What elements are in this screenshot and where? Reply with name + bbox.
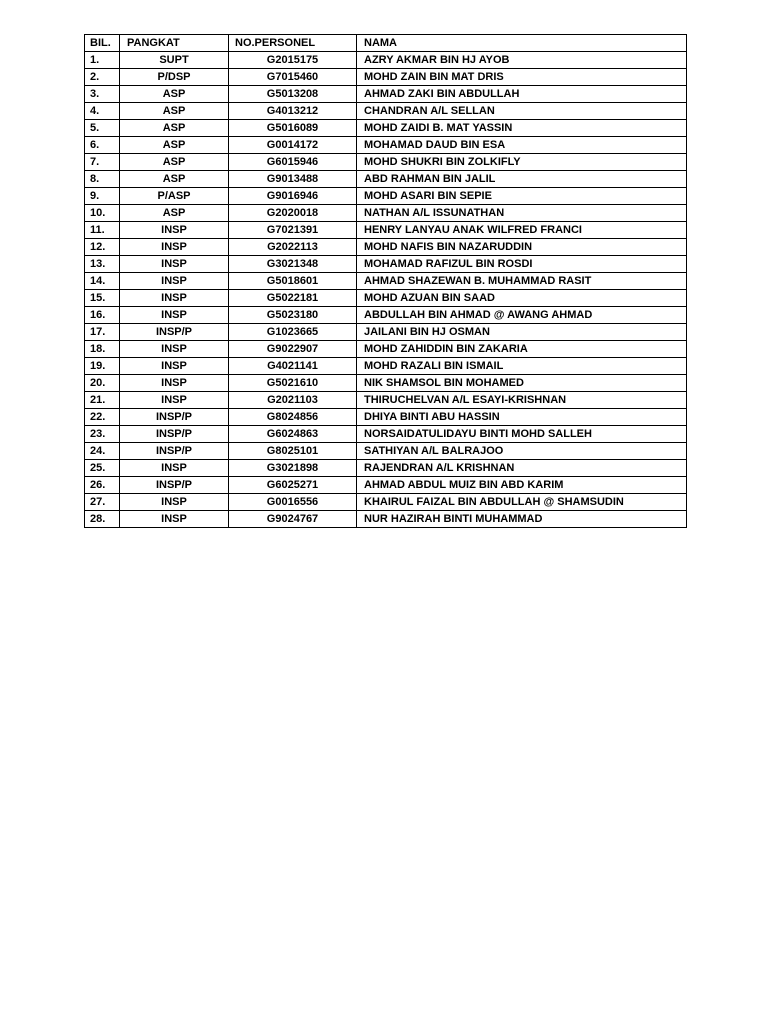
header-bil: BIL.	[85, 35, 120, 52]
cell-nama: MOHD RAZALI BIN ISMAIL	[357, 358, 687, 375]
cell-bil: 19.	[85, 358, 120, 375]
cell-pangkat: ASP	[120, 171, 229, 188]
cell-no-personel: G4013212	[229, 103, 357, 120]
cell-nama: JAILANI BIN HJ OSMAN	[357, 324, 687, 341]
cell-pangkat: INSP	[120, 511, 229, 528]
cell-no-personel: G2021103	[229, 392, 357, 409]
cell-no-personel: G7015460	[229, 69, 357, 86]
cell-bil: 13.	[85, 256, 120, 273]
cell-nama: NIK SHAMSOL BIN MOHAMED	[357, 375, 687, 392]
cell-pangkat: ASP	[120, 103, 229, 120]
cell-nama: AHMAD ZAKI BIN ABDULLAH	[357, 86, 687, 103]
cell-no-personel: G3021898	[229, 460, 357, 477]
table-row	[85, 426, 687, 443]
cell-nama: THIRUCHELVAN A/L ESAYI-KRISHNAN	[357, 392, 687, 409]
cell-nama: MOHD ASARI BIN SEPIE	[357, 188, 687, 205]
table-header-row	[85, 35, 687, 52]
cell-bil: 28.	[85, 511, 120, 528]
table-row	[85, 205, 687, 222]
cell-bil: 6.	[85, 137, 120, 154]
table-row	[85, 154, 687, 171]
cell-bil: 16.	[85, 307, 120, 324]
cell-nama: MOHD AZUAN BIN SAAD	[357, 290, 687, 307]
cell-nama: MOHD ZAIN BIN MAT DRIS	[357, 69, 687, 86]
cell-nama: DHIYA BINTI ABU HASSIN	[357, 409, 687, 426]
header-no-personel: NO.PERSONEL	[229, 35, 357, 52]
cell-pangkat: INSP	[120, 307, 229, 324]
cell-no-personel: G9013488	[229, 171, 357, 188]
cell-nama: NORSAIDATULIDAYU BINTI MOHD SALLEH	[357, 426, 687, 443]
cell-bil: 7.	[85, 154, 120, 171]
cell-no-personel: G8024856	[229, 409, 357, 426]
cell-pangkat: INSP	[120, 256, 229, 273]
table-row	[85, 460, 687, 477]
cell-nama: AZRY AKMAR BIN HJ AYOB	[357, 52, 687, 69]
cell-pangkat: ASP	[120, 86, 229, 103]
cell-bil: 8.	[85, 171, 120, 188]
cell-bil: 4.	[85, 103, 120, 120]
cell-bil: 26.	[85, 477, 120, 494]
cell-nama: MOHD ZAHIDDIN BIN ZAKARIA	[357, 341, 687, 358]
cell-nama: MOHAMAD RAFIZUL BIN ROSDI	[357, 256, 687, 273]
cell-pangkat: P/DSP	[120, 69, 229, 86]
cell-nama: NUR HAZIRAH BINTI MUHAMMAD	[357, 511, 687, 528]
cell-nama: MOHD NAFIS BIN NAZARUDDIN	[357, 239, 687, 256]
cell-no-personel: G6024863	[229, 426, 357, 443]
cell-nama: SATHIYAN A/L BALRAJOO	[357, 443, 687, 460]
cell-pangkat: INSP	[120, 358, 229, 375]
cell-pangkat: INSP	[120, 273, 229, 290]
cell-pangkat: INSP	[120, 460, 229, 477]
cell-no-personel: G4021141	[229, 358, 357, 375]
cell-bil: 24.	[85, 443, 120, 460]
cell-bil: 27.	[85, 494, 120, 511]
cell-no-personel: G1023665	[229, 324, 357, 341]
table-row	[85, 137, 687, 154]
cell-nama: MOHAMAD DAUD BIN ESA	[357, 137, 687, 154]
cell-nama: ABD RAHMAN BIN JALIL	[357, 171, 687, 188]
cell-nama: AHMAD SHAZEWAN B. MUHAMMAD RASIT	[357, 273, 687, 290]
cell-nama: AHMAD ABDUL MUIZ BIN ABD KARIM	[357, 477, 687, 494]
cell-bil: 14.	[85, 273, 120, 290]
cell-nama: KHAIRUL FAIZAL BIN ABDULLAH @ SHAMSUDIN	[357, 494, 687, 511]
cell-no-personel: G2022113	[229, 239, 357, 256]
cell-no-personel: G9022907	[229, 341, 357, 358]
table-row	[85, 273, 687, 290]
cell-bil: 2.	[85, 69, 120, 86]
header-pangkat: PANGKAT	[120, 35, 229, 52]
cell-pangkat: INSP	[120, 375, 229, 392]
cell-bil: 5.	[85, 120, 120, 137]
cell-nama: NATHAN A/L ISSUNATHAN	[357, 205, 687, 222]
cell-bil: 23.	[85, 426, 120, 443]
cell-pangkat: ASP	[120, 120, 229, 137]
cell-no-personel: G8025101	[229, 443, 357, 460]
cell-no-personel: G5023180	[229, 307, 357, 324]
cell-nama: MOHD SHUKRI BIN ZOLKIFLY	[357, 154, 687, 171]
cell-pangkat: INSP/P	[120, 324, 229, 341]
cell-no-personel: G2020018	[229, 205, 357, 222]
table-row	[85, 409, 687, 426]
cell-bil: 25.	[85, 460, 120, 477]
cell-nama: MOHD ZAIDI B. MAT YASSIN	[357, 120, 687, 137]
cell-nama: RAJENDRAN A/L KRISHNAN	[357, 460, 687, 477]
cell-pangkat: INSP/P	[120, 426, 229, 443]
table-row	[85, 52, 687, 69]
cell-bil: 15.	[85, 290, 120, 307]
table-row	[85, 392, 687, 409]
cell-no-personel: G0016556	[229, 494, 357, 511]
table-row	[85, 477, 687, 494]
cell-no-personel: G0014172	[229, 137, 357, 154]
table-row	[85, 375, 687, 392]
cell-bil: 20.	[85, 375, 120, 392]
table-row	[85, 494, 687, 511]
table-row	[85, 171, 687, 188]
table-row	[85, 239, 687, 256]
table-row	[85, 86, 687, 103]
table-row	[85, 290, 687, 307]
cell-nama: ABDULLAH BIN AHMAD @ AWANG AHMAD	[357, 307, 687, 324]
table-row	[85, 307, 687, 324]
cell-pangkat: INSP	[120, 239, 229, 256]
cell-pangkat: ASP	[120, 154, 229, 171]
cell-no-personel: G5013208	[229, 86, 357, 103]
cell-no-personel: G5021610	[229, 375, 357, 392]
cell-pangkat: INSP/P	[120, 477, 229, 494]
cell-no-personel: G3021348	[229, 256, 357, 273]
cell-no-personel: G5022181	[229, 290, 357, 307]
cell-pangkat: P/ASP	[120, 188, 229, 205]
table-body	[85, 52, 687, 528]
cell-pangkat: INSP	[120, 494, 229, 511]
cell-no-personel: G6015946	[229, 154, 357, 171]
cell-pangkat: ASP	[120, 137, 229, 154]
cell-pangkat: INSP	[120, 392, 229, 409]
table-row	[85, 324, 687, 341]
cell-no-personel: G6025271	[229, 477, 357, 494]
table-row	[85, 443, 687, 460]
cell-bil: 12.	[85, 239, 120, 256]
cell-bil: 22.	[85, 409, 120, 426]
cell-pangkat: INSP/P	[120, 443, 229, 460]
cell-bil: 21.	[85, 392, 120, 409]
personnel-table	[84, 34, 687, 528]
cell-no-personel: G9016946	[229, 188, 357, 205]
table-row	[85, 358, 687, 375]
cell-no-personel: G2015175	[229, 52, 357, 69]
cell-pangkat: SUPT	[120, 52, 229, 69]
table-row	[85, 188, 687, 205]
cell-no-personel: G5018601	[229, 273, 357, 290]
table-row	[85, 222, 687, 239]
table-row	[85, 511, 687, 528]
cell-bil: 9.	[85, 188, 120, 205]
table-row	[85, 103, 687, 120]
cell-bil: 1.	[85, 52, 120, 69]
cell-bil: 11.	[85, 222, 120, 239]
cell-bil: 10.	[85, 205, 120, 222]
cell-pangkat: INSP	[120, 341, 229, 358]
cell-pangkat: INSP/P	[120, 409, 229, 426]
cell-no-personel: G5016089	[229, 120, 357, 137]
cell-nama: CHANDRAN A/L SELLAN	[357, 103, 687, 120]
cell-bil: 17.	[85, 324, 120, 341]
cell-bil: 3.	[85, 86, 120, 103]
header-nama: NAMA	[357, 35, 687, 52]
cell-no-personel: G7021391	[229, 222, 357, 239]
cell-bil: 18.	[85, 341, 120, 358]
table-row	[85, 341, 687, 358]
cell-no-personel: G9024767	[229, 511, 357, 528]
table-row	[85, 69, 687, 86]
cell-pangkat: INSP	[120, 290, 229, 307]
cell-pangkat: ASP	[120, 205, 229, 222]
table-row	[85, 256, 687, 273]
cell-nama: HENRY LANYAU ANAK WILFRED FRANCI	[357, 222, 687, 239]
table-row	[85, 120, 687, 137]
cell-pangkat: INSP	[120, 222, 229, 239]
